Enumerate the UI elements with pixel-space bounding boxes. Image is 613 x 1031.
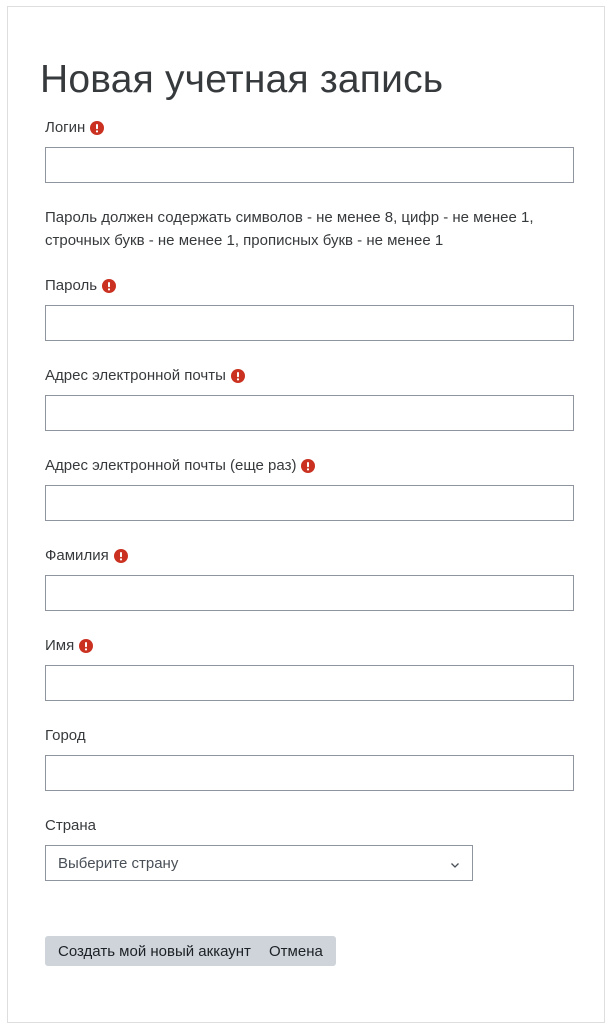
email-repeat-input[interactable] (45, 485, 574, 521)
firstname-label-row (45, 636, 93, 656)
required-icon (301, 459, 315, 473)
required-icon (90, 121, 104, 135)
password-input[interactable] (45, 305, 574, 341)
login-label-row (45, 118, 104, 138)
email-input[interactable] (45, 395, 574, 431)
chevron-down-icon (450, 857, 460, 867)
email-repeat-label: Адрес электронной почты (еще раз) (45, 457, 297, 474)
city-input[interactable] (45, 755, 574, 791)
lastname-input[interactable] (45, 575, 574, 611)
required-icon (79, 639, 93, 653)
country-label: Страна (45, 817, 97, 834)
login-input[interactable] (45, 147, 574, 183)
city-label: Город (45, 727, 86, 744)
password-label: Пароль (45, 277, 98, 294)
cancel-button[interactable]: Отмена (256, 936, 336, 966)
country-label-row (45, 816, 96, 836)
firstname-label: Имя (45, 637, 75, 654)
create-account-button[interactable]: Создать мой новый аккаунт (45, 936, 264, 966)
login-label: Логин (45, 119, 86, 136)
password-label-row (45, 276, 116, 296)
lastname-label-row (45, 546, 128, 566)
page-title: Новая учетная запись (40, 58, 444, 101)
email-label-row (45, 366, 245, 386)
city-label-row (45, 726, 86, 746)
email-label: Адрес электронной почты (45, 367, 226, 384)
required-icon (102, 279, 116, 293)
country-select-value: Выберите страну (58, 854, 179, 872)
required-icon (231, 369, 245, 383)
password-policy-hint: Пароль должен содержать символов - не менее 8, цифр - не менее 1, строчных букв - не менее 1, прописных букв - не менее 1 (45, 209, 534, 249)
email-repeat-label-row (45, 456, 315, 476)
required-icon (114, 549, 128, 563)
country-select[interactable] (45, 845, 473, 881)
lastname-label: Фамилия (45, 547, 109, 564)
firstname-input[interactable] (45, 665, 574, 701)
